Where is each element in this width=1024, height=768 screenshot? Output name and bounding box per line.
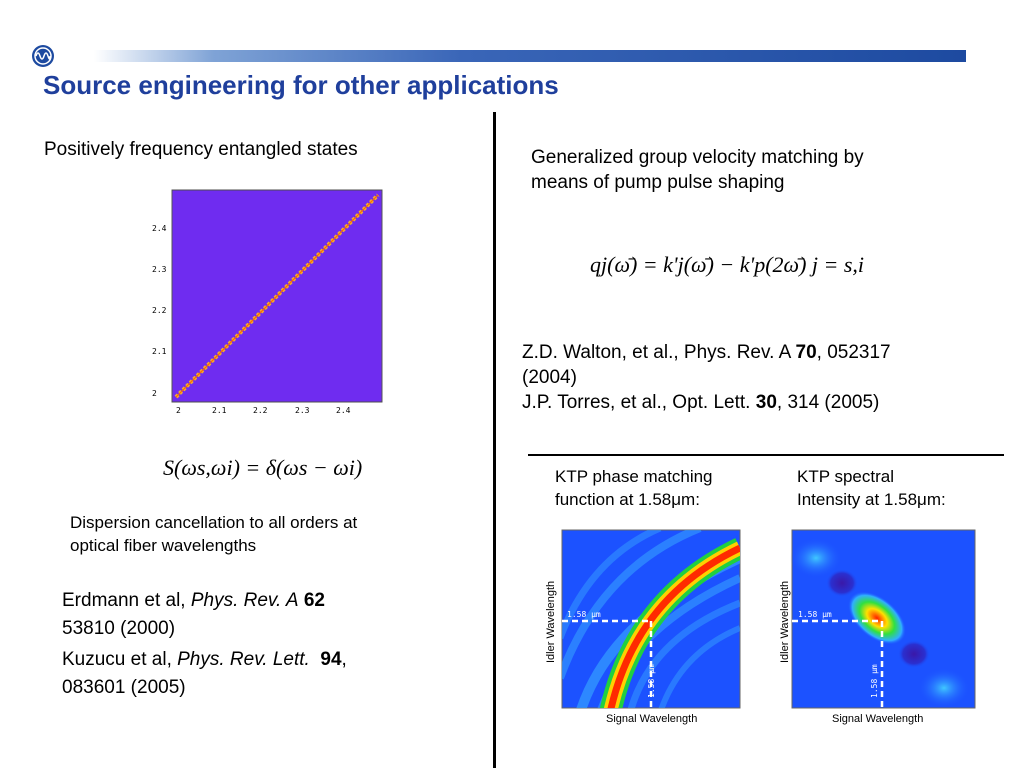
- gvm-equation: qj(ω̄) = k'j(ω̄) − k'p(2ω̄) j = s,i: [590, 252, 865, 277]
- ref-rest: , 314 (2005): [776, 392, 880, 413]
- left-heading: Positively frequency entangled states: [44, 139, 358, 160]
- reference-erdmann: [62, 587, 325, 643]
- right-heading: [531, 145, 864, 195]
- right-heading-line: means of pump pulse shaping: [531, 172, 785, 193]
- page-title: Source engineering for other applications: [43, 70, 559, 100]
- x-axis-label: Signal Wavelength: [832, 713, 924, 725]
- delta-equation: S(ωs,ωi) = δ(ωs − ωi): [163, 455, 363, 480]
- x-tick: 2.1: [212, 406, 227, 415]
- caption-line: KTP phase matching: [555, 467, 713, 486]
- ref-volume: 62: [303, 590, 325, 611]
- y-tick: 2.2: [152, 306, 167, 315]
- x-tick: 2.4: [336, 406, 351, 415]
- ref-authors: Erdmann et al,: [62, 590, 191, 611]
- spectral-intensity-plot: [772, 528, 987, 728]
- ref-journal: Phys. Rev. Lett.: [177, 649, 310, 670]
- x-tick: 2.3: [295, 406, 310, 415]
- marker-label: 1.58 μm: [798, 610, 832, 619]
- y-tick: 2.4: [152, 224, 167, 233]
- ref-text: Z.D. Walton, et al., Phys. Rev. A: [522, 342, 796, 363]
- caption-line: KTP spectral: [797, 467, 895, 486]
- ref-journal: Phys. Rev. A: [190, 590, 299, 611]
- header-bar: [48, 50, 966, 62]
- phase-matching-plot: [540, 528, 750, 728]
- ref-pages: 53810 (2000): [62, 618, 176, 639]
- ref-volume: 70: [795, 342, 817, 363]
- y-tick: 2.1: [152, 347, 167, 356]
- dispersion-line: optical fiber wavelengths: [70, 536, 257, 555]
- y-tick: 2: [152, 389, 157, 398]
- ref-year: (2004): [522, 367, 577, 388]
- ref-rest: , 052317: [816, 342, 891, 363]
- caption-phase-matching: [555, 465, 713, 511]
- logo-icon: [31, 44, 55, 68]
- ref-volume: 94: [320, 649, 342, 670]
- marker-label: 1.58 μm: [647, 664, 656, 698]
- ref-separator: ,: [341, 649, 347, 670]
- y-axis-label: Idler Wavelength: [545, 580, 557, 663]
- vertical-divider: [493, 112, 496, 768]
- reference-walton-torres: [522, 340, 891, 415]
- ref-text: J.P. Torres, et al., Opt. Lett.: [522, 392, 756, 413]
- y-tick: 2.3: [152, 265, 167, 274]
- x-tick: 2.2: [253, 406, 268, 415]
- caption-line: Intensity at 1.58μm:: [797, 490, 946, 509]
- marker-label: 1.58 μm: [567, 610, 601, 619]
- ref-volume: 30: [755, 392, 777, 413]
- x-axis-label: Signal Wavelength: [606, 713, 698, 725]
- marker-label: 1.58 μm: [870, 664, 879, 698]
- right-heading-line: Generalized group velocity matching by: [531, 147, 864, 168]
- horizontal-divider: [528, 454, 1004, 456]
- caption-line: function at 1.58μm:: [555, 490, 700, 509]
- y-axis-label: Idler Wavelength: [779, 580, 791, 663]
- entangled-state-plot: [140, 185, 390, 415]
- ref-authors: Kuzucu et al,: [62, 649, 178, 670]
- reference-kuzucu: [62, 646, 347, 702]
- dispersion-text: [70, 511, 357, 557]
- x-tick: 2: [176, 406, 181, 415]
- ref-pages: 083601 (2005): [62, 677, 186, 698]
- caption-spectral-intensity: [797, 465, 946, 511]
- dispersion-line: Dispersion cancellation to all orders at: [70, 513, 358, 532]
